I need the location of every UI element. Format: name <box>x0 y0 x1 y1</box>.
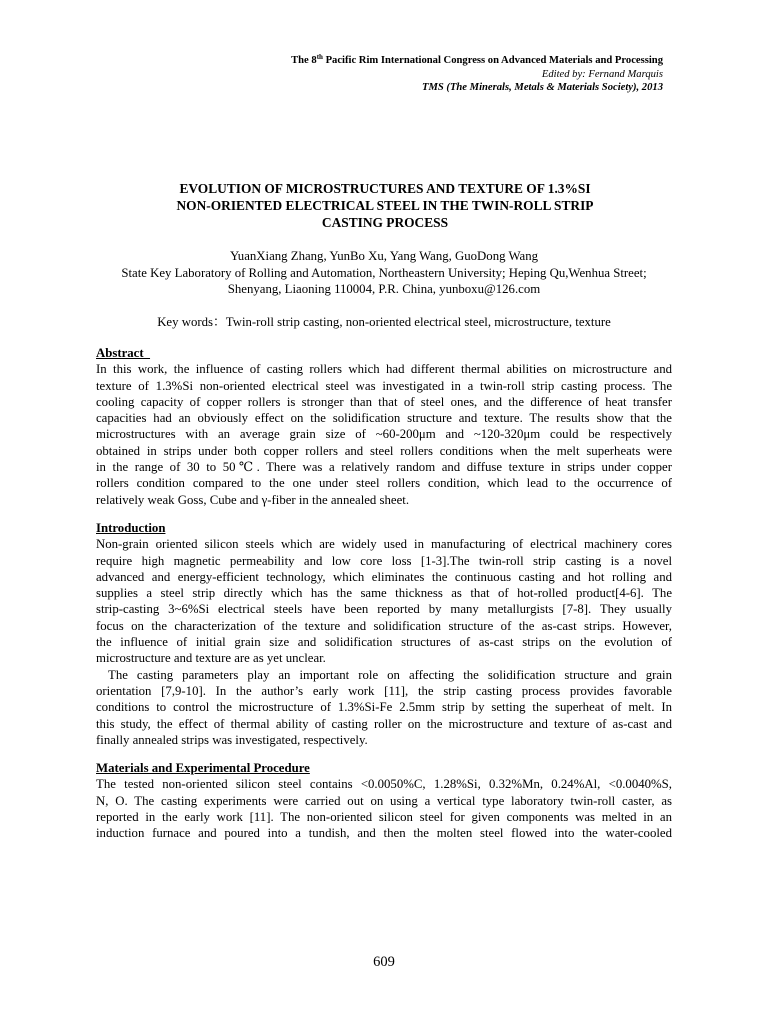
abstract-section <box>96 345 672 508</box>
introduction-line: conditions to control the microstructure of 1.3%Si-Fe 2.5mm strip by setting the superheat of melt. In <box>96 700 672 715</box>
running-header <box>291 54 663 94</box>
author-names: YuanXiang Zhang, YunBo Xu, Yang Wang, GuoDong Wang <box>229 249 538 263</box>
conference-suffix: Pacific Rim International Congress on Advanced Materials and Processing <box>322 55 663 66</box>
title-line: EVOLUTION OF MICROSTRUCTURES AND TEXTURE OF 1.3%SI <box>179 181 591 196</box>
introduction-line: require high magnetic permeability and low core loss [1-3].The twin-roll strip casting is a novel <box>96 553 672 568</box>
materials-section <box>96 760 672 841</box>
abstract-line: texture of 1.3%Si non-oriented electrical steel was investigated in a twin-roll strip casting process. The <box>96 378 672 393</box>
materials-heading: Materials and Experimental Procedure <box>96 761 310 775</box>
introduction-line: The casting parameters play an important role on affecting the solidification structure and grain <box>108 667 672 682</box>
introduction-line: orientation [7,9-10]. In the author’s early work [11], the strip casting process provides favorable <box>96 683 672 698</box>
introduction-section <box>96 520 672 748</box>
abstract-line: relatively weak Goss, Cube and γ-fiber in the annealed sheet. <box>96 492 410 507</box>
title-line: NON-ORIENTED ELECTRICAL STEEL IN THE TWIN-ROLL STRIP <box>176 198 594 213</box>
affiliation-line: State Key Laboratory of Rolling and Automation, Northeastern University; Heping Qu,Wenhua Street; <box>121 265 647 280</box>
introduction-line: the influence of initial grain size and solidification structures of as-cast strips on the evolution of <box>96 635 672 650</box>
conference-prefix: The 8 <box>291 55 317 66</box>
abstract-line: in the range of 30 to 50℃. There was a relatively random and diffuse texture in strips under copper <box>96 460 672 475</box>
page-number: 609 <box>373 954 395 970</box>
abstract-line: cooling capacity of copper rollers is stronger than that of steel ones, and the difference of heat transfer <box>96 394 672 409</box>
abstract-line: capacities had an obviously effect on the solidification structure and texture. The results show that the <box>96 411 672 426</box>
affiliation-line: Shenyang, Liaoning 110004, P.R. China, yunboxu@126.com <box>227 282 541 296</box>
introduction-line: Non-grain oriented silicon steels which are widely used in manufacturing of electrical machinery cores <box>96 537 672 552</box>
abstract-heading: Abstract <box>96 346 151 360</box>
abstract-line: microstructures with an average grain size of ~60-200μm and ~120-320μm could be respectively <box>96 427 672 442</box>
materials-line: N, O. The casting experiments were carried out on using a vertical type laboratory twin-roll caster, as <box>96 793 672 808</box>
abstract-line: obtained in strips under both copper rollers and steel rollers conditions when the melt superheats were <box>96 443 672 458</box>
paper-title <box>96 180 674 231</box>
introduction-line: microstructure and texture are as yet unclear. <box>96 651 326 666</box>
introduction-heading: Introduction <box>96 521 166 535</box>
author-block <box>60 248 708 298</box>
materials-line: The tested non-oriented silicon steel contains <0.0050%C, 1.28%Si, 0.32%Mn, 0.24%Al, <0.0040%S, <box>96 777 672 792</box>
abstract-line: In this work, the influence of casting rollers which had different thermal abilities on microstructure and <box>96 362 672 377</box>
introduction-line: advanced and energy-efficient technology, which eliminates the continuous casting and hot rolling and <box>96 569 672 584</box>
keywords: Key words：Twin-roll strip casting, non-oriented electrical steel, microstructure, texture <box>157 315 611 329</box>
introduction-line: supplies a steel strip directly which has the same thickness as that of hot-rolled product[4-6]. The <box>96 586 672 601</box>
publisher-credit: TMS (The Minerals, Metals & Materials Society), 2013 <box>421 82 663 93</box>
materials-line: induction furnace and poured into a tundish, and then the molten steel flowed into the water-cooled <box>96 826 672 841</box>
conference-name <box>291 54 663 68</box>
introduction-line: focus on the characterization of the texture and solidification structure of the as-cast strips. However, <box>96 618 672 633</box>
title-line: CASTING PROCESS <box>321 215 449 230</box>
materials-line: reported in the early work [11]. The non-oriented silicon steel for given components was melted in an <box>96 809 672 824</box>
introduction-line: strip-casting 3~6%Si electrical steels have been reported by many metallurgists [7-8]. They usually <box>96 602 672 617</box>
conference-ordinal-superscript: th <box>316 53 323 61</box>
introduction-line: finally annealed strips was investigated, respectively. <box>96 732 368 747</box>
introduction-line: this study, the effect of thermal ability of casting roller on the microstructure and texture of as-cast and <box>96 716 672 731</box>
abstract-line: rollers condition compared to the one under steel rollers condition, which lead to the occurrence of <box>96 476 672 491</box>
editor-credit: Edited by: Fernand Marquis <box>541 69 663 80</box>
